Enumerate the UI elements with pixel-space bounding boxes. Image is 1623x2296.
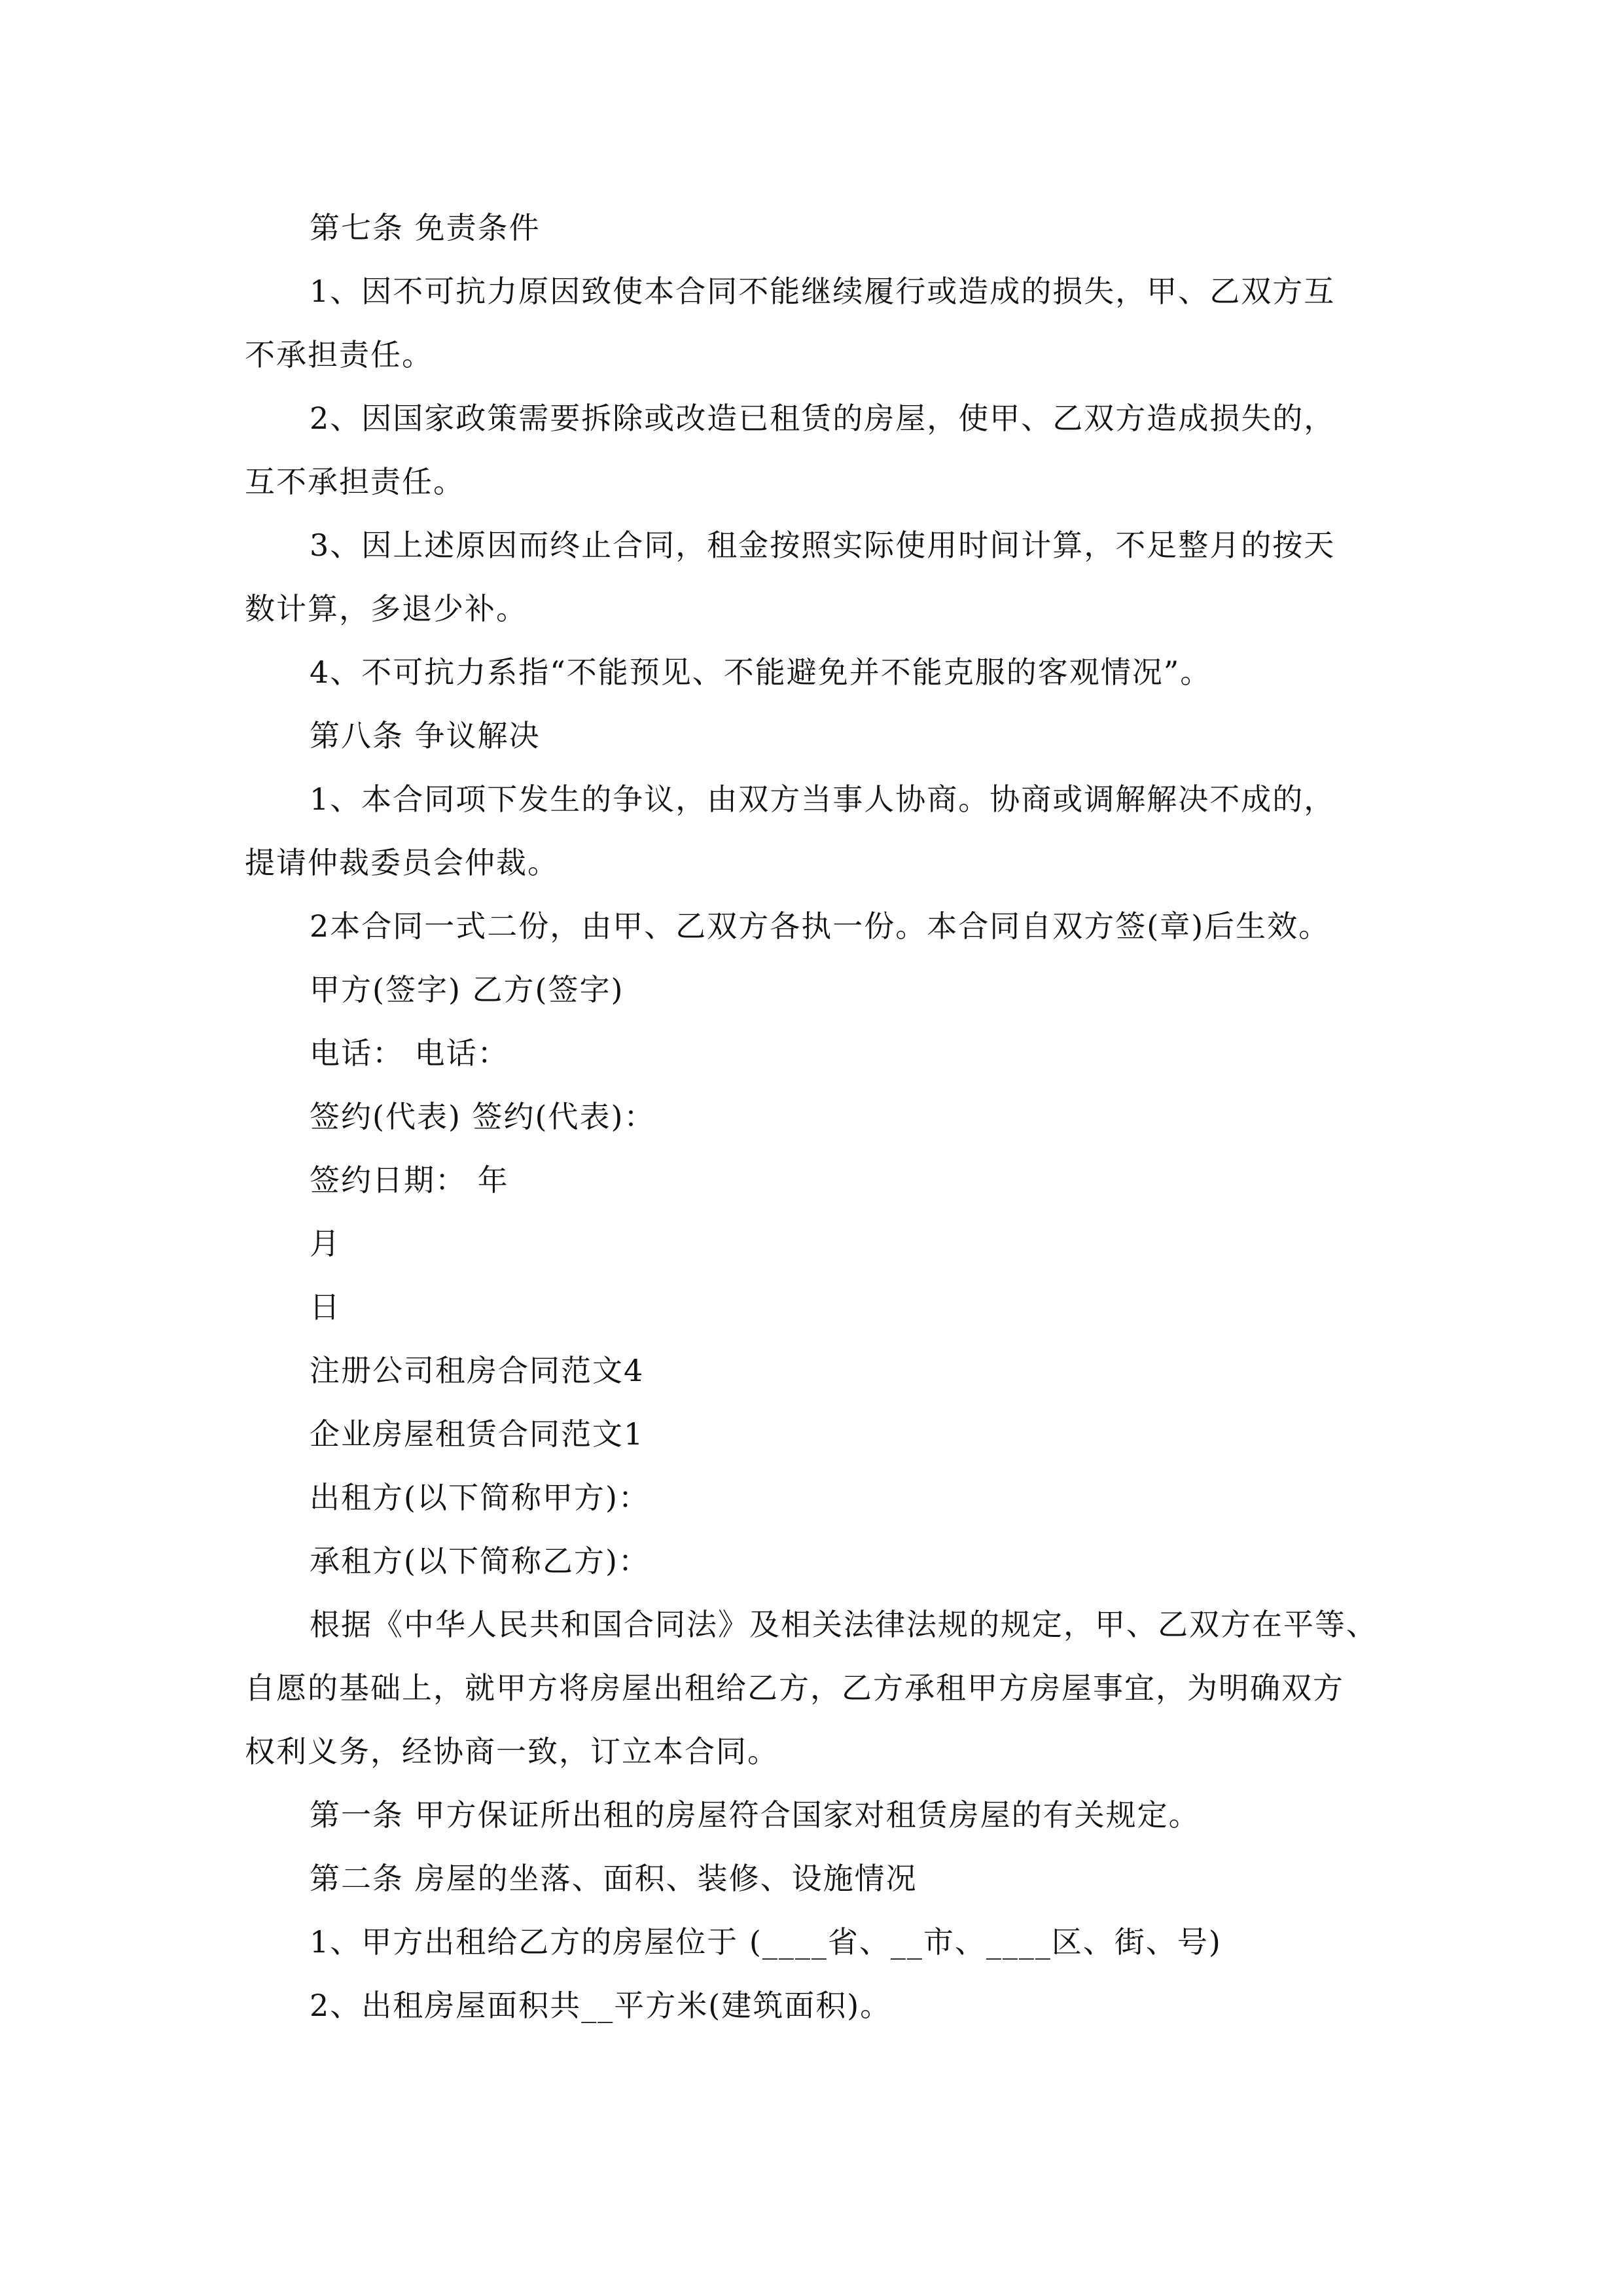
signature-line: 甲方(签字) 乙方(签字) xyxy=(310,972,624,1007)
representative-line: 签约(代表) 签约(代表)： xyxy=(310,1099,656,1134)
month-line: 月 xyxy=(310,1226,341,1261)
article-2-heading: 第二条 房屋的坐落、面积、装修、设施情况 xyxy=(310,1861,918,1896)
paragraph-line: 不承担责任。 xyxy=(245,337,433,372)
paragraph-line: 互不承担责任。 xyxy=(245,464,465,499)
paragraph-line: 自愿的基础上，就甲方将房屋出租给乙方，乙方承租甲方房屋事宜，为明确双方 xyxy=(245,1670,1344,1706)
phone-line: 电话： 电话： xyxy=(310,1035,509,1071)
paragraph-line: 提请仲裁委员会仲裁。 xyxy=(245,845,559,880)
day-line: 日 xyxy=(310,1289,341,1325)
contract-title: 企业房屋租赁合同范文1 xyxy=(310,1416,645,1452)
lessee-line: 承租方(以下简称乙方)： xyxy=(310,1543,650,1579)
paragraph-line: 1、甲方出租给乙方的房屋位于 (____省、__市、____区、街、号) xyxy=(310,1924,1222,1960)
paragraph-line: 4、不可抗力系指“不能预见、不能避免并不能克服的客观情况”。 xyxy=(310,655,1212,690)
paragraph-line: 1、因不可抗力原因致使本合同不能继续履行或造成的损失，甲、乙双方互 xyxy=(310,274,1336,309)
article-1-line: 第一条 甲方保证所出租的房屋符合国家对租赁房屋的有关规定。 xyxy=(310,1797,1200,1833)
paragraph-line: 2本合同一式二份，由甲、乙双方各执一份。本合同自双方签(章)后生效。 xyxy=(310,908,1330,944)
signing-date-line: 签约日期： 年 xyxy=(310,1162,509,1198)
paragraph-line: 3、因上述原因而终止合同，租金按照实际使用时间计算，不足整月的按天 xyxy=(310,528,1336,563)
paragraph-line: 根据《中华人民共和国合同法》及相关法律法规的规定，甲、乙双方在平等、 xyxy=(310,1607,1378,1642)
lessor-line: 出租方(以下简称甲方)： xyxy=(310,1480,650,1515)
section-title: 注册公司租房合同范文4 xyxy=(310,1353,645,1388)
paragraph-line: 权利义务，经协商一致，订立本合同。 xyxy=(245,1734,779,1769)
article-8-heading: 第八条 争议解决 xyxy=(310,718,541,753)
paragraph-line: 2、因国家政策需要拆除或改造已租赁的房屋，使甲、乙双方造成损失的， xyxy=(310,401,1336,436)
paragraph-line: 1、本合同项下发生的争议，由双方当事人协商。协商或调解解决不成的， xyxy=(310,781,1336,817)
paragraph-line: 2、出租房屋面积共__平方米(建筑面积)。 xyxy=(310,1988,892,2023)
paragraph-line: 数计算，多退少补。 xyxy=(245,591,527,626)
article-7-heading: 第七条 免责条件 xyxy=(310,210,541,245)
